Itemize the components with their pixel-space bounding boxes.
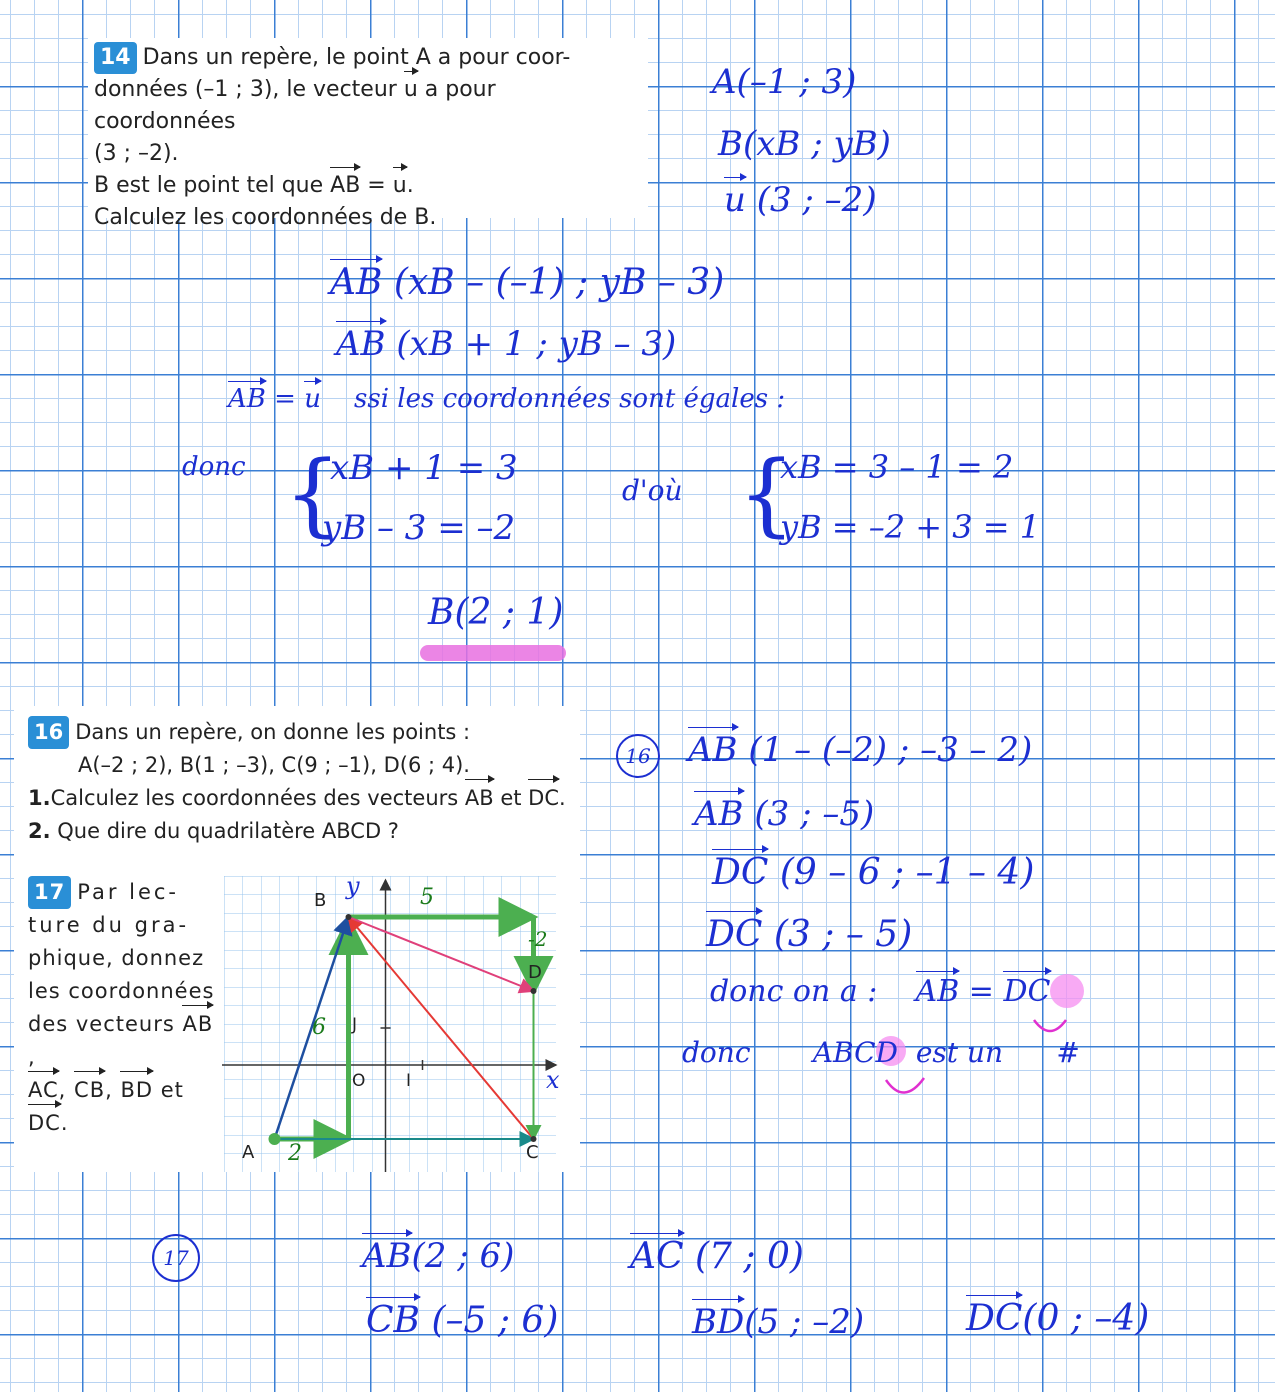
exercise-16-q1: 1.Calculez les coordonnées des vecteurs AB et DC. xyxy=(28,782,578,815)
note16-line5: donc on a : AB = DC xyxy=(710,974,1051,1009)
vector-u: u xyxy=(393,170,407,202)
highlight-c-1 xyxy=(1050,974,1084,1008)
note-given-a: A(–1 ; 3) xyxy=(712,62,857,102)
vector-u: u xyxy=(404,74,418,106)
graph-label-a: A xyxy=(242,1142,255,1163)
exercise-17 xyxy=(28,876,218,1140)
exercise-16 xyxy=(28,716,578,848)
exercise-14-line5: Calculez les coordonnées de B. xyxy=(94,205,437,230)
note17-ac: AC (7 ; 0) xyxy=(630,1236,804,1277)
graph-grid xyxy=(224,876,556,1172)
note17-dc: DC(0 ; –4) xyxy=(966,1298,1150,1339)
note17-bd: BD(5 ; –2) xyxy=(692,1302,865,1342)
coordinate-graph xyxy=(222,872,560,1174)
note17-ab: AB(2 ; 6) xyxy=(362,1236,515,1276)
brace-left-2: { xyxy=(738,442,796,547)
note-ab-line2: AB (xB + 1 ; yB – 3) xyxy=(336,324,677,364)
exercise-17-line6: AC, CB, BD et xyxy=(28,1074,218,1107)
note-dou: d'où xyxy=(622,474,683,507)
exercise-14-line4: B est le point tel que AB = u. xyxy=(94,170,642,202)
exercise-14-line2: données (–1 ; 3), le vecteur u a pour coordonnées xyxy=(94,74,642,138)
graph-annotation-2: 2 xyxy=(288,1141,302,1166)
exercise-17-badge: 17 xyxy=(28,876,71,909)
graph-label-j: J xyxy=(352,1015,358,1035)
graph-annotation-minus2: -2 xyxy=(528,927,548,951)
graph-label-d: D xyxy=(528,962,542,983)
note16-line1: AB (1 – (–2) ; –3 – 2) xyxy=(688,730,1033,770)
note16-circle-number: 16 xyxy=(616,734,660,778)
result-highlight xyxy=(420,645,566,661)
exercise-16-line1: 16 Dans un repère, on donne les points : xyxy=(28,716,578,749)
exercise-17-line5: des vecteurs AB, xyxy=(28,1008,218,1074)
note-given-u: u (3 ; –2) xyxy=(724,180,877,220)
note17-circle-number: 17 xyxy=(152,1234,200,1282)
exercise-17-line1: 17 Par lec- xyxy=(28,876,218,909)
graph-label-x: x xyxy=(546,1066,560,1094)
graph-label-c: C xyxy=(526,1142,539,1163)
note-result-b: B(2 ; 1) xyxy=(428,592,564,633)
note-system1-b: yB – 3 = –2 xyxy=(322,508,516,548)
graph-label-y: y xyxy=(346,872,360,900)
note16-line3: DC (9 – 6 ; –1 – 4) xyxy=(712,852,1035,893)
point-d xyxy=(531,988,537,994)
exercise-17-line3: phique, donnez xyxy=(28,946,205,970)
note-system1-a: xB + 1 = 3 xyxy=(330,448,518,488)
brace-left-1: { xyxy=(284,442,342,547)
exercise-16-badge: 16 xyxy=(28,716,69,749)
point-a xyxy=(269,1133,281,1145)
exercise-17-line7: DC. xyxy=(28,1107,218,1140)
graph-annotation-6: 6 xyxy=(312,1015,326,1040)
graph-label-o: O xyxy=(352,1071,366,1091)
note16-line2: AB (3 ; –5) xyxy=(694,794,875,834)
note-ab-line1: AB (xB – (–1) ; yB – 3) xyxy=(330,262,725,303)
note-donc: donc xyxy=(182,452,246,482)
exercise-14-line3: (3 ; –2). xyxy=(94,141,179,166)
exercise-14-line1: 14 Dans un repère, le point A a pour coor- xyxy=(94,42,642,74)
note-given-b: B(xB ; yB) xyxy=(718,124,891,164)
note16-line4: DC (3 ; – 5) xyxy=(706,914,913,955)
graph-label-b: B xyxy=(314,890,327,911)
exercises-16-17-box xyxy=(14,706,580,1172)
exercise-14-badge: 14 xyxy=(94,42,137,74)
exercise-17-line4: les coordonnées xyxy=(28,979,215,1003)
note-system2-b: yB = –2 + 3 = 1 xyxy=(780,508,1041,546)
vector-ab: AB xyxy=(330,170,360,202)
note17-cb: CB (–5 ; 6) xyxy=(366,1300,559,1341)
graph-annotation-5: 5 xyxy=(420,885,434,910)
exercise-16-q2: 2. Que dire du quadrilatère ABCD ? xyxy=(28,819,399,843)
exercise-14-box xyxy=(88,38,648,230)
note16-line6: donc ABCD est un # xyxy=(682,1036,1080,1069)
note-equivalence: AB = u ssi les coordonnées sont égales : xyxy=(228,384,786,414)
exercise-17-line2: ture du gra- xyxy=(28,913,190,937)
graph-label-i: I xyxy=(406,1071,412,1091)
exercise-16-line2: A(–2 ; 2), B(1 ; –3), C(9 ; –1), D(6 ; 4). xyxy=(78,753,470,777)
note-system2-a: xB = 3 – 1 = 2 xyxy=(780,448,1014,486)
point-b xyxy=(346,914,352,920)
